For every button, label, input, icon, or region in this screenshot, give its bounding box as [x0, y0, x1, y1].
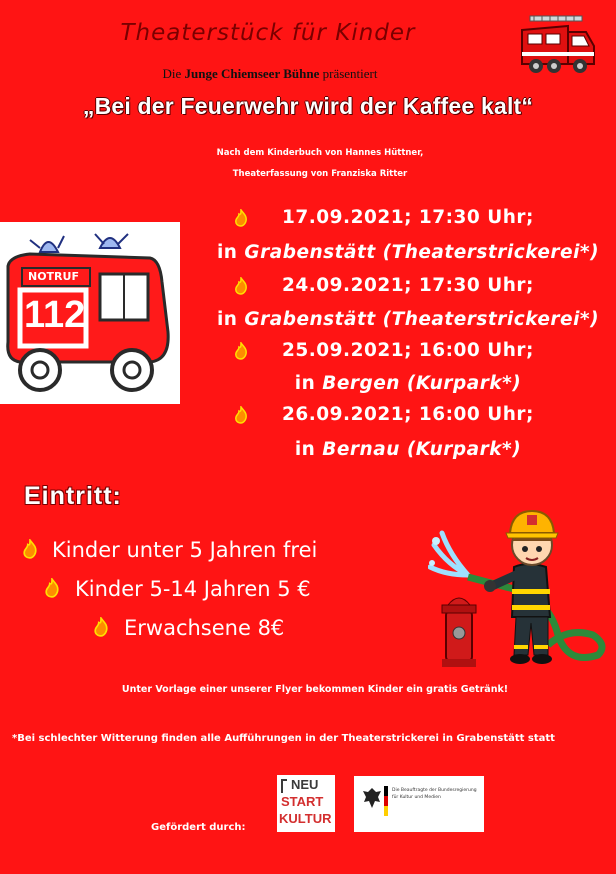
place-prefix: in	[294, 439, 316, 460]
presents-suffix: präsentiert	[322, 66, 378, 81]
notruf-label: NOTRUF	[28, 270, 79, 283]
performance-2-place: Grabenstätt (Theaterstrickerei*)	[244, 309, 600, 330]
price-adults: Erwachsene 8€	[124, 616, 285, 640]
price-5-to-14: Kinder 5-14 Jahren 5 €	[75, 577, 311, 601]
page-title: Theaterstück für Kinder	[120, 20, 416, 46]
firefighter-kid-illustration	[428, 505, 608, 677]
place-prefix: in	[294, 373, 316, 394]
place-prefix: in	[216, 242, 238, 263]
performance-1-place: Grabenstätt (Theaterstrickerei*)	[244, 242, 600, 263]
federal-eagle-icon	[362, 786, 382, 810]
weather-note: *Bei schlechter Witterung finden alle Aufführungen in der Theaterstrickerei in Grabenstätt statt	[12, 733, 555, 744]
presents-prefix: Die	[162, 66, 182, 81]
logo-kultur: KULTUR	[279, 811, 332, 826]
flame-icon	[22, 539, 38, 559]
performance-2-datetime: 24.09.2021; 17:30 Uhr;	[282, 275, 534, 296]
theater-group-name: Junge Chiemseer Bühne	[184, 66, 320, 81]
credit-book: Nach dem Kinderbuch von Hannes Hüttner,	[216, 148, 424, 158]
place-prefix: in	[216, 309, 238, 330]
credit-adaptation: Theaterfassung von Franziska Ritter	[232, 169, 408, 179]
performance-2-place-line	[200, 309, 616, 330]
performance-list	[200, 203, 616, 467]
performance-4-datetime: 26.09.2021; 16:00 Uhr;	[282, 404, 534, 425]
admission-heading: Eintritt:	[24, 482, 122, 510]
performance-4-place: Bernau (Kurpark*)	[322, 439, 522, 460]
presenter-line	[0, 66, 540, 82]
sponsor-label: Gefördert durch:	[151, 822, 246, 833]
fire-truck-illustration	[0, 222, 180, 404]
free-drink-note: Unter Vorlage einer unserer Flyer bekommen Kinder ein gratis Getränk!	[121, 684, 509, 695]
performance-3-datetime: 25.09.2021; 16:00 Uhr;	[282, 340, 534, 361]
performance-1-place-line	[200, 242, 616, 263]
performance-1-datetime: 17.09.2021; 17:30 Uhr;	[282, 207, 534, 228]
performance-3-place: Bergen (Kurpark*)	[322, 373, 522, 394]
flame-icon	[44, 578, 60, 598]
neustart-kultur-logo	[277, 775, 335, 832]
price-under-5: Kinder unter 5 Jahren frei	[52, 538, 318, 562]
federal-culture-logo	[354, 776, 484, 832]
play-title: „Bei der Feuerwehr wird der Kaffee kalt“	[82, 93, 534, 119]
bkm-line-1: Die Beauftragte der Bundesregierung	[392, 788, 477, 793]
performance-3-place-line	[200, 373, 616, 394]
flame-icon	[93, 617, 109, 637]
logo-start: START	[281, 794, 324, 809]
performance-4-place-line	[200, 439, 616, 460]
emergency-number: 112	[24, 294, 86, 336]
logo-neu: NEU	[291, 777, 319, 792]
bkm-line-2: für Kultur und Medien	[392, 795, 441, 800]
